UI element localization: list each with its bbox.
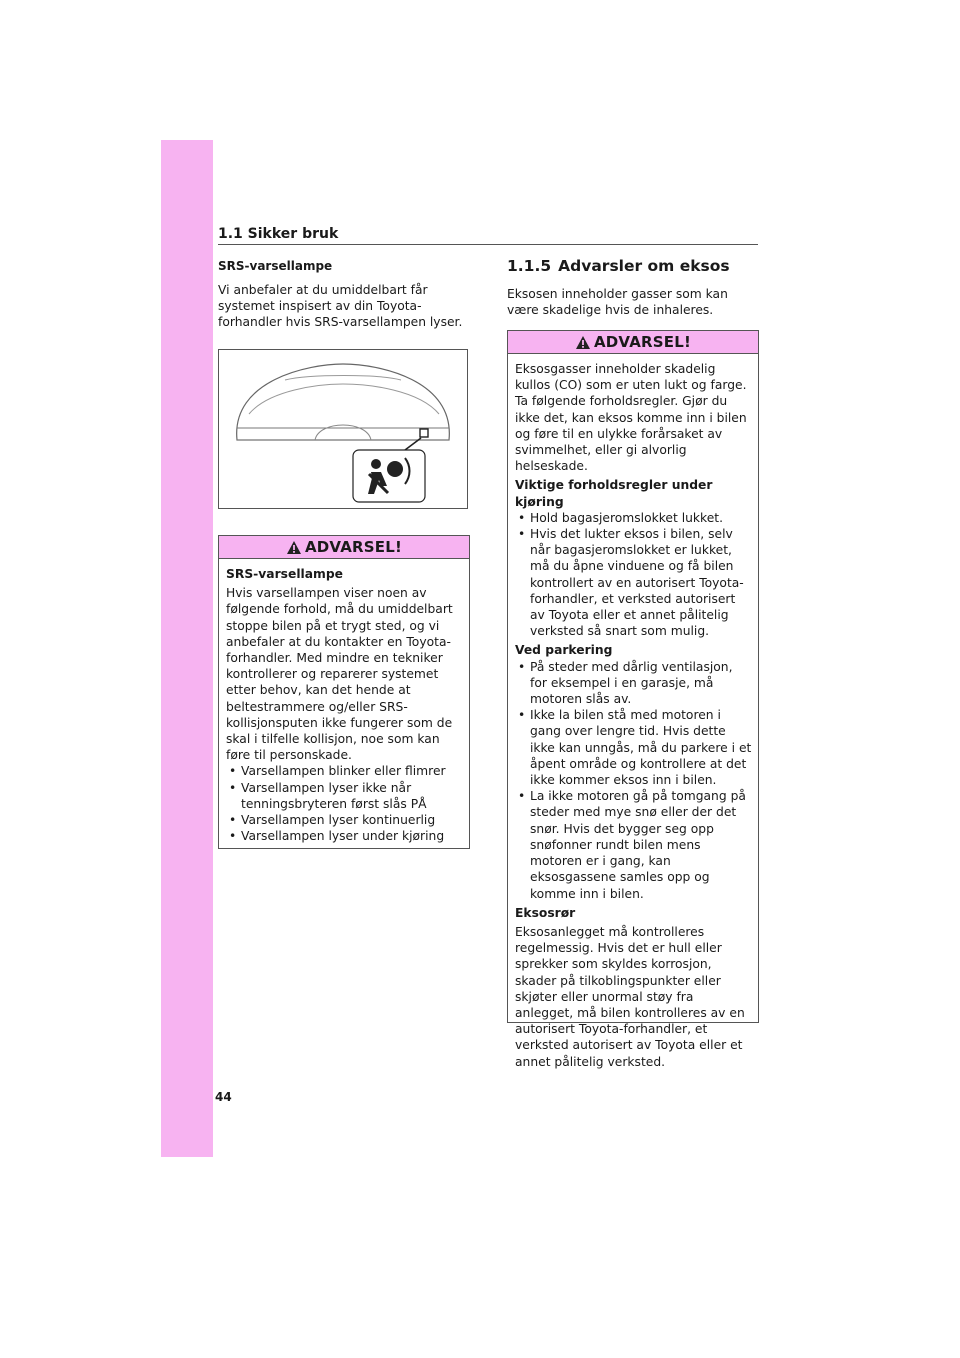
warning-text: Hvis varsellampen viser noen av følgende forhold, må du umiddelbart stoppe bilen på et trygt sted, og vi anbefaler at du kontakter en Toyota-forhandler. Med mindre en tekniker kontrollerer og reparerer systemet etter behov, kan det hende at beltestrammere og/eller SRS-kollisjonsputen ikke fungerer som de skal i tilfelle kollisjon, noe som kan føre til personskade. bbox=[226, 586, 453, 763]
instrument-cluster-figure bbox=[218, 349, 468, 509]
page-side-tab bbox=[161, 140, 213, 1157]
right-column bbox=[507, 256, 759, 318]
airbag-warning-icon bbox=[353, 450, 425, 502]
srs-heading: SRS-varsellampe bbox=[218, 259, 333, 273]
driving-bullets bbox=[515, 510, 752, 640]
warning-body bbox=[508, 354, 758, 1076]
section-header: 1.1 Sikker bruk bbox=[218, 226, 339, 242]
list-item: • Varsellampen lyser kontinuerlig bbox=[226, 812, 463, 828]
list-item: • Varsellampen lyser under kjøring bbox=[226, 828, 463, 844]
list-item: • Varsellampen blinker eller flimrer bbox=[226, 763, 463, 779]
warning-subheading: SRS-varsellampe bbox=[226, 567, 344, 581]
list-item: • Varsellampen lyser ikke når tenningsbryteren først slås PÅ bbox=[226, 780, 463, 812]
srs-lamp-indicator bbox=[420, 429, 428, 437]
header-divider bbox=[218, 244, 758, 245]
parking-bullets bbox=[515, 659, 752, 902]
warning-header bbox=[508, 331, 758, 354]
left-column bbox=[218, 258, 470, 331]
driving-heading: Viktige forholdsregler under kjøring bbox=[515, 478, 713, 509]
section-number: 1.1.5 bbox=[507, 257, 552, 275]
warning-text: Eksosgasser inneholder skadelig kullos (CO) som er uten lukt og farge. Ta følgende forholdsregler. Gjør du ikke det, kan eksos komme inn i bilen og føre til en ulykke forårsaket av svimmelhet, eller gi alvorlig helseskade. bbox=[515, 362, 747, 474]
list-item: • På steder med dårlig ventilasjon, for eksempel i en garasje, må motoren slås av. bbox=[515, 659, 752, 708]
section-title bbox=[507, 256, 759, 276]
exhaust-warning-box bbox=[507, 330, 759, 1069]
list-item: • Ikke la bilen stå med motoren i gang over lengre tid. Hvis dette ikke kan unngås, må du parkere i et åpent område og kontrollere at det ikke kommer eksos inn i bilen. bbox=[515, 707, 752, 788]
srs-warning-box bbox=[218, 535, 470, 849]
exhaust-pipe-text: Eksosanlegget må kontrolleres regelmessig. Hvis det er hull eller sprekker som skyldes korrosjon, skader på tilkoblingspunkter eller skjøter eller unormal støy fra anlegget, må bilen kontrolleres av en autorisert Toyota-forhandler, et verksted autorisert av Toyota eller et annet pålitelig verksted. bbox=[515, 924, 745, 1069]
list-item: • Hold bagasjeromslokket lukket. bbox=[515, 510, 752, 526]
warning-bullets bbox=[226, 763, 463, 844]
warning-header bbox=[219, 536, 469, 559]
page-number: 44 bbox=[215, 1090, 232, 1104]
list-item: • Hvis det lukter eksos i bilen, selv når bagasjeromslokket er lukket, må du åpne vinduene og få bilen kontrollert av en autorisert Toyota-forhandler, et verksted autorisert av Toyota eller et annet pålitelig verksted så snart som mulig. bbox=[515, 526, 752, 639]
list-item: • La ikke motoren gå på tomgang på steder med mye snø eller der det snør. Hvis det bygger seg opp snøfonner rundt bilen mens motoren er i gang, kan eksosgassene samles opp og komme inn i bilen. bbox=[515, 788, 752, 901]
warning-title: ADVARSEL! bbox=[593, 333, 692, 351]
exhaust-pipe-heading: Eksosrør bbox=[515, 905, 576, 920]
section-title-text: Advarsler om eksos bbox=[558, 257, 730, 275]
warning-triangle-icon bbox=[286, 540, 302, 555]
exhaust-intro: Eksosen inneholder gasser som kan være skadelige hvis de inhaleres. bbox=[507, 287, 728, 318]
warning-triangle-icon bbox=[575, 335, 591, 350]
warning-body bbox=[219, 559, 469, 850]
warning-title: ADVARSEL! bbox=[304, 538, 403, 556]
parking-heading: Ved parkering bbox=[515, 643, 613, 658]
srs-intro: Vi anbefaler at du umiddelbart får systemet inspisert av din Toyota-forhandler hvis SRS-varsellampen lyser. bbox=[218, 283, 463, 330]
